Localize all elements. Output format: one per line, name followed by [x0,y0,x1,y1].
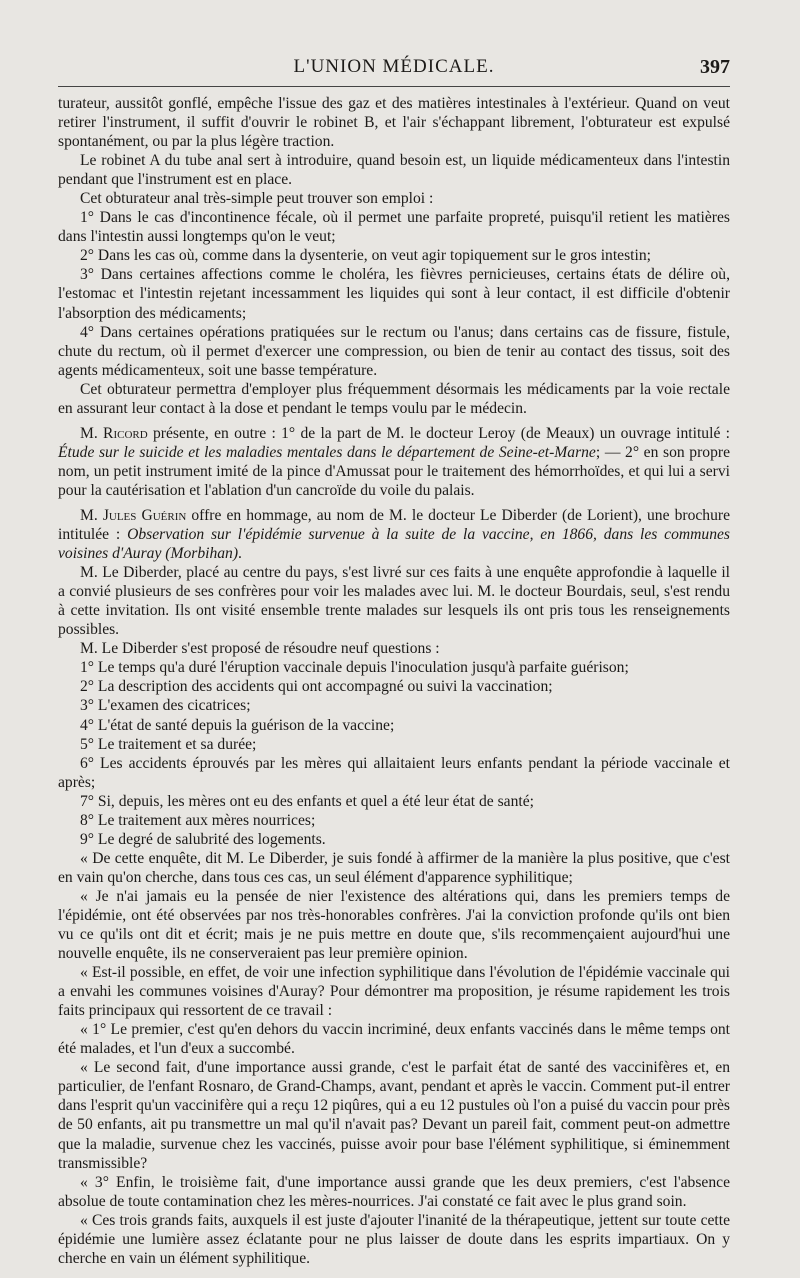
paragraph [58,265,730,322]
paragraph-text: M. Le Diberder s'est proposé de résoudre neuf questions : [80,640,440,658]
paragraph [58,849,730,887]
paragraph [58,189,730,208]
paragraph [58,94,730,151]
paragraph-text: « Le second fait, d'une importance aussi grande, c'est le parfait état de santé des vaccinifères et, en particulier, de l'enfant Rosnaro, de Grand-Champs, avant, pendant et après le vaccin. Comment put-il entrer dans l'esprit qu'un vaccinifère qui a reçu 12 piqûres, qui a eu 12 pustules où l'on a puisé du vaccin pour près de 50 enfants, ait pu transmettre un mal qu'il n'avait pas? Devant un pareil fait, comment peut-on admettre que la maladie, survenue chez les vaccinés, puisse avoir pour base l'élément syphilitique, si éminemment transmissible? [58,1059,730,1172]
paragraph-text-continued: ; — 2° en son propre nom, un petit instrument imité de la pince d'Amussat pour le traitement des hémorrhoïdes, et qui lui a servi pour la cautérisation et l'ablation d'un cancroïde du voile du palais. [58,443,731,499]
paragraph [58,792,730,811]
paragraph-text: « 1° Le premier, c'est qu'en dehors du vaccin incriminé, deux enfants vaccinés dans le même temps ont été malades, et l'un d'eux a succombé. [58,1021,730,1058]
paragraph-text: « De cette enquête, dit M. Le Diberder, je suis fondé à affirmer de la manière la plus positive, que c'est en vain qu'on cherche, dans tous ces cas, un seul élément d'apparence syphilitique; [58,849,730,886]
paragraph [58,151,730,189]
paragraph [58,1173,730,1211]
paragraph [58,563,730,639]
paragraph [58,696,730,715]
page-number: 397 [700,56,730,78]
paragraph-text: « Est-il possible, en effet, de voir une infection syphilitique dans l'évolution de l'épidémie vaccinale qui a envahi les communes voisines d'Auray? Pour démontrer ma proposition, je résume rapidement les trois faits principaux qui ressortent de ce travail : [58,964,730,1020]
paragraph [58,887,730,963]
paragraph [58,424,730,500]
paragraph-text: offre en hommage, au nom de M. le docteur Le Diberder (de Lorient), une brochure intitulée : [58,506,730,544]
paragraph [58,963,730,1020]
paragraph-text: 1° Dans le cas d'incontinence fécale, où il permet une parfaite propreté, puisqu'il retient les matières dans l'intestin aussi longtemps qu'on le veut; [58,209,730,246]
paragraph [58,246,730,265]
paragraph [58,811,730,830]
paragraph-text: 3° Dans certaines affections comme le choléra, les fièvres pernicieuses, certains états de délire où, l'estomac et l'intestin rejetant incessamment les liquides qui sont à leur contact, il est difficile d'obtenir l'absorption des médicaments; [58,266,730,322]
paragraph [58,380,730,418]
paragraph [58,506,730,563]
italic-title: Observation sur l'épidémie survenue à la suite de la vaccine, en 1866, dans les communes voisines d'Auray (Morbihan) [58,526,730,563]
paragraph-text: présente, en outre : 1° de la part de M. le docteur Leroy (de Meaux) un ouvrage intitulé : [147,424,730,442]
paragraph-text: 7° Si, depuis, les mères ont eu des enfants et quel a été leur état de santé; [80,792,534,810]
paragraph [58,754,730,792]
paragraph-text: 4° L'état de santé depuis la guérison de la vaccine; [80,716,395,734]
paragraph [58,716,730,735]
paragraph-text: Cet obturateur anal très-simple peut trouver son emploi : [80,190,434,208]
italic-title: Étude sur le suicide et les maladies mentales dans le département de Seine-et-Marne [58,443,596,461]
paragraph-text: Cet obturateur permettra d'employer plus fréquemment désormais les médicaments par la voie rectale en assurant leur contact à la dose et pendant le temps voulu par le médecin. [58,380,730,417]
paragraph-text: M. Le Diberder, placé au centre du pays, s'est livré sur ces faits à une enquête approfondie à laquelle il a convié plusieurs de ses confrères pour voir les malades avec lui. M. le docteur Bourdais, seul, s'est rendu à cette invitation. Ils ont visité ensemble trente malades sur lesquels ils ont pris tous les renseignements possibles. [58,564,730,639]
journal-title: L'UNION MÉDICALE. [293,56,495,77]
paragraph-text: 3° L'examen des cicatrices; [80,697,251,715]
paragraph-text: 8° Le traitement aux mères nourrices; [80,811,316,829]
paragraph [58,677,730,696]
paragraph-text: 1° Le temps qu'a duré l'éruption vaccinale depuis l'inoculation jusqu'à parfaite guérison; [80,659,629,677]
paragraph-text: « 3° Enfin, le troisième fait, d'une importance aussi grande que les deux premiers, c'est l'absence absolue de toute contamination chez les mères-nourrices. J'ai constaté ce fait avec le plus grand soin. [58,1173,730,1210]
header-rule [58,86,730,87]
paragraph [58,1020,730,1058]
paragraph-text: « Ces trois grands faits, auxquels il est juste d'ajouter l'inanité de la thérapeutique, jettent sur toute cette épidémie une lumière assez éclatante pour ne plus laisser de doute dans les esprits impartiaux. On y cherche en vain un élément syphilitique. [58,1211,730,1267]
paragraph-text: 4° Dans certaines opérations pratiquées sur le rectum ou l'anus; dans certains cas de fissure, fistule, chute du rectum, où il permet d'exercer une compression, ou bien de tenir au contact des tissus, soit des agents médicamenteux, soit une basse température. [58,323,730,379]
paragraph-text: 5° Le traitement et sa durée; [80,735,257,753]
speaker-name: M. Jules Guérin [80,506,187,524]
paragraph [58,639,730,658]
article-body [58,94,730,1268]
paragraph [58,735,730,754]
paragraph [58,1058,730,1172]
paragraph [58,830,730,849]
paragraph-text: 2° La description des accidents qui ont accompagné ou suivi la vaccination; [80,678,553,696]
paragraph-text: 9° Le degré de salubrité des logements. [80,830,326,848]
speaker-name: M. Ricord [80,424,148,442]
paragraph [58,323,730,380]
running-header [58,56,730,80]
paragraph-text-continued: . [238,545,242,563]
paragraph [58,1211,730,1268]
paragraph [58,658,730,677]
paragraph-text: turateur, aussitôt gonflé, empêche l'issue des gaz et des matières intestinales à l'extérieur. Quand on veut retirer l'instrument, il suffit d'ouvrir le robinet B, et l'air s'échappant librement, l'obturateur est expulsé spontanément, ou par la plus légère traction. [58,95,730,151]
paragraph-text: Le robinet A du tube anal sert à introduire, quand besoin est, un liquide médicamenteux dans l'intestin pendant que l'instrument est en place. [58,152,730,189]
paragraph-text: 2° Dans les cas où, comme dans la dysenterie, on veut agir topiquement sur le gros intestin; [80,247,651,265]
paragraph-text: 6° Les accidents éprouvés par les mères qui allaitaient leurs enfants pendant la période vaccinale et après; [58,754,730,791]
paragraph [58,208,730,246]
paragraph-text: « Je n'ai jamais eu la pensée de nier l'existence des altérations qui, dans les premiers temps de l'épidémie, ont été observées par nos très-honorables confrères. J'ai la conviction profonde qu'ils ont bien vu ce qu'ils ont dit et écrit; mais je ne puis mettre en doute que, s'ils recommençaient aujourd'hui une nouvelle enquête, ils ne conserveraient pas leur première opinion. [58,887,730,963]
